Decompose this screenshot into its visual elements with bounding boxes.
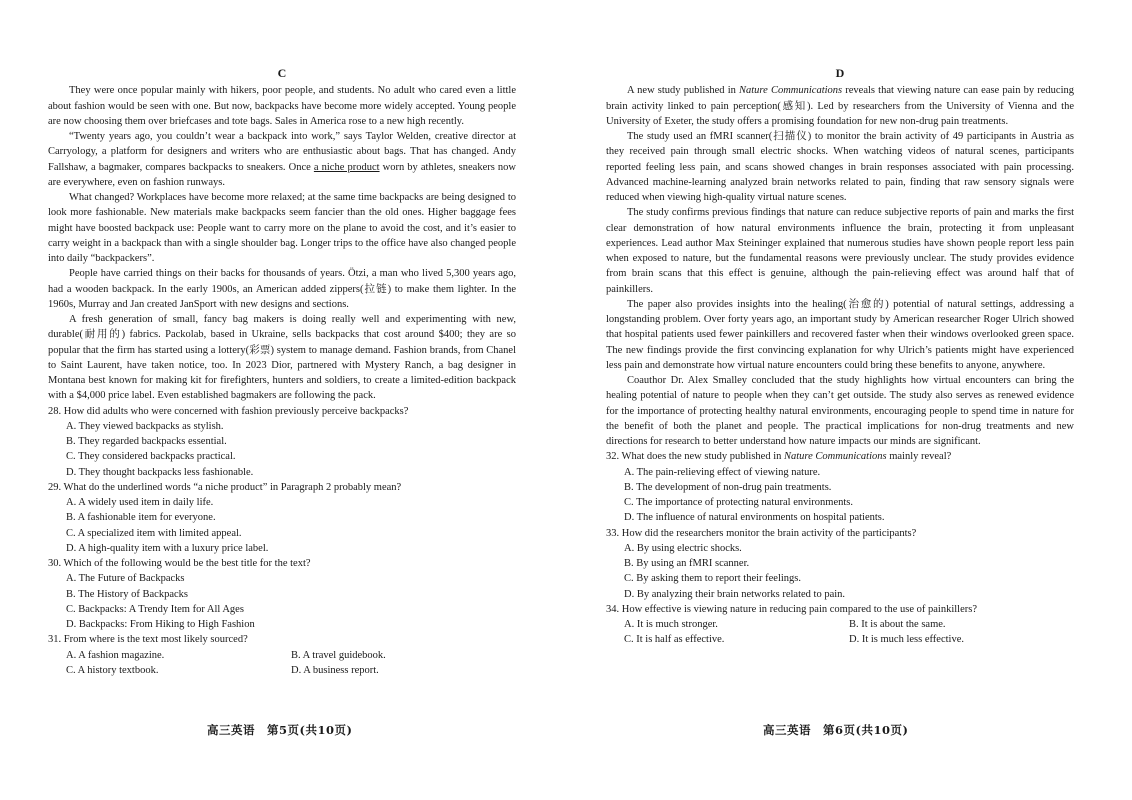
passage-d-column: [606, 66, 1074, 648]
question-28: [48, 404, 516, 480]
passage-c-paragraph-3: What changed? Workplaces have become more relaxed; at the same time backpacks are being designed to look more fashionable. New materials make backpacks seem fancier than the old ones. Higher baggage fees might have boosted backpack use: People want to carry more on the plane to avoid the cost, and it’s easier to carry weight in a backpack than with a single shoulder bag. Longer trips to the office have also changed people into daily “backpackers”.: [48, 192, 516, 264]
journal-name: Nature Communications: [784, 451, 887, 463]
option-d: D. Backpacks: From Hiking to High Fashion: [66, 619, 255, 630]
question-29: [48, 480, 516, 556]
option-c: C. They considered backpacks practical.: [66, 451, 236, 463]
question-stem: 30. Which of the following would be the best title for the text?: [48, 558, 311, 569]
question-stem: 34. How effective is viewing nature in reducing pain compared to the use of painkillers?: [606, 603, 977, 615]
passage-d-paragraph-3: The study confirms previous findings that nature can reduce subjective reports of pain and marks the first clear demonstration of how natural environments influence the brain, protecting it from unpleasant experiences. Lead author Max Steininger explained that numerous studies have shown people report less pain when exposed to nature, but the fundamental reasons were previously unclear. The study provides evidence from brain scans that this effect is genuine, although the pain-relieving effect was around half that of painkillers.: [606, 207, 1074, 295]
option-a: A. The pain-relieving effect of viewing nature.: [624, 466, 821, 478]
question-33: [606, 526, 1074, 602]
passage-c-paragraph-5: A fresh generation of small, fancy bag makers is doing really well and experimenting with new, durable(耐用的) fabrics. Packolab, based in Ukraine, sells backpacks that cost around $400; they are so popular that the firm has started using a lottery(彩票) system to manage demand. Fashion brands, from Chanel to Saint Laurent, have taken notice, too. In 2023 Dior, partnered with Mystery Ranch, a bag designer in Montana best known for making kit for firefighters, hunters and soldiers, to create a limited-edition backpack with a $4,000 price label. Even established bagmakers are following the pack.: [48, 314, 516, 402]
option-d: D. By analyzing their brain networks related to pain.: [624, 588, 846, 600]
option-c: C. A history textbook.: [66, 664, 159, 676]
option-a: A. A widely used item in daily life.: [66, 497, 214, 508]
section-title-c: C: [277, 66, 287, 80]
option-a: A. The Future of Backpacks: [66, 573, 185, 585]
option-d: D. They thought backpacks less fashionable.: [66, 466, 254, 478]
option-b: B. By using an fMRI scanner.: [624, 558, 750, 569]
question-34: [606, 602, 1074, 648]
page-footer-left: 高三英语 第5页(共10页): [207, 723, 353, 737]
option-b: B. The History of Backpacks: [66, 588, 188, 600]
question-32: [606, 449, 1074, 525]
option-b: B. They regarded backpacks essential.: [66, 436, 227, 447]
passage-d-paragraph-1: A new study published in Nature Communications reveals that viewing nature can ease pain by reducing brain activity linked to pain perception(感知). Led by researchers from the University of Vienna and the University of Exeter, the study offers a promising foundation for new non-drug pain treatments.: [606, 85, 1074, 127]
option-d: D. A high-quality item with a luxury price label.: [66, 542, 269, 554]
question-30: [48, 556, 516, 632]
option-b: B. A fashionable item for everyone.: [66, 512, 216, 524]
option-c: C. A specialized item with limited appeal.: [66, 527, 242, 539]
option-b: B. It is about the same.: [849, 619, 946, 630]
option-c: C. The importance of protecting natural environments.: [624, 497, 853, 508]
passage-d-paragraph-5: Coauthor Dr. Alex Smalley concluded that the study highlights how virtual encounters can bring the healing potential of nature to people when they can’t get outside. The study also serves as renewed evidence for the importance of protecting healthy natural environments, encouraging people to spend time in nature for the benefit of both the planet and people. The practical implications for non-drug treatments and new directions for research to better understand how nature impacts our minds are significant.: [606, 375, 1074, 447]
passage-d-paragraph-2: The study used an fMRI scanner(扫描仪) to monitor the brain activity of 49 participants in Austria as they received pain through small electric shocks. When watching videos of natural scenes, participants reported feeling less pain, and scans showed changes in brain responses associated with pain processing. Advanced machine-learning analyzed brain networks related to pain, finding that raw sensory signals were reduced when viewing high-quality virtual nature scenes.: [606, 131, 1074, 203]
option-c: C. It is half as effective.: [624, 634, 725, 646]
passage-d-paragraph-4: The paper also provides insights into the healing(治愈的) potential of natural settings, addressing a longstanding problem. Over forty years ago, an important study by American researcher Roger Ulrich showed that hospital patients used fewer painkillers and recovered faster when their windows overlooked green space. The new findings provide the first convincing explanation for why Ulrich’s patients might have experienced less pain and demonstrate how virtual nature encounters could bring these benefits to anyone, anywhere.: [606, 298, 1074, 371]
section-title-d: D: [835, 66, 845, 80]
question-stem: 32. What does the new study published in Nature Communications mainly reveal?: [606, 451, 952, 463]
journal-name: Nature Communications: [739, 85, 843, 97]
option-a: A. It is much stronger.: [624, 619, 718, 630]
option-a: A. By using electric shocks.: [624, 542, 742, 554]
option-c: C. Backpacks: A Trendy Item for All Ages: [66, 603, 244, 615]
underlined-phrase: a niche product: [313, 161, 380, 173]
passage-c-paragraph-2: “Twenty years ago, you couldn’t wear a backpack into work,” says Taylor Welden, creative director at Carryology, a platform for designers and writers who are enthusiastic about bags. That has changed. Andy Fallshaw, a bagmaker, compares backpacks to sneakers. Once a niche product worn by athletes, sneakers now are everywhere, even on fashion runways.: [48, 131, 516, 188]
option-d: D. The influence of natural environments on hospital patients.: [624, 512, 885, 524]
option-a: A. A fashion magazine.: [66, 649, 165, 661]
passage-c-paragraph-1: They were once popular mainly with hikers, poor people, and students. No adult who cared even a little about fashion would be seen with one. But now, backpacks have become more widely accepted. Young people are now choosing them over briefcases and tote bags. Sales in America rose to a new high recently.: [48, 85, 516, 127]
page-footer-right: 高三英语 第6页(共10页): [763, 723, 909, 737]
question-stem: 29. What do the underlined words “a niche product” in Paragraph 2 probably mean?: [48, 481, 402, 493]
question-stem: 31. From where is the text most likely sourced?: [48, 634, 248, 646]
passage-c-column: [48, 66, 516, 678]
option-d: D. It is much less effective.: [849, 634, 964, 646]
option-c: C. By asking them to report their feelings.: [624, 573, 802, 585]
option-d: D. A business report.: [291, 664, 379, 676]
option-b: B. The development of non-drug pain treatments.: [624, 481, 832, 493]
option-a: A. They viewed backpacks as stylish.: [66, 420, 224, 432]
passage-c-paragraph-4: People have carried things on their backs for thousands of years. Ötzi, a man who lived 5,300 years ago, had a wooden backpack. In the early 1900s, an American added zippers(拉链) to make them lighter. In the 1960s, Murray and Jan created JanSport with new designs and sections.: [48, 268, 516, 310]
question-stem: 28. How did adults who were concerned with fashion previously perceive backpacks?: [48, 405, 409, 417]
question-stem: 33. How did the researchers monitor the brain activity of the participants?: [606, 527, 917, 539]
option-b: B. A travel guidebook.: [291, 649, 386, 661]
question-31: [48, 632, 516, 678]
